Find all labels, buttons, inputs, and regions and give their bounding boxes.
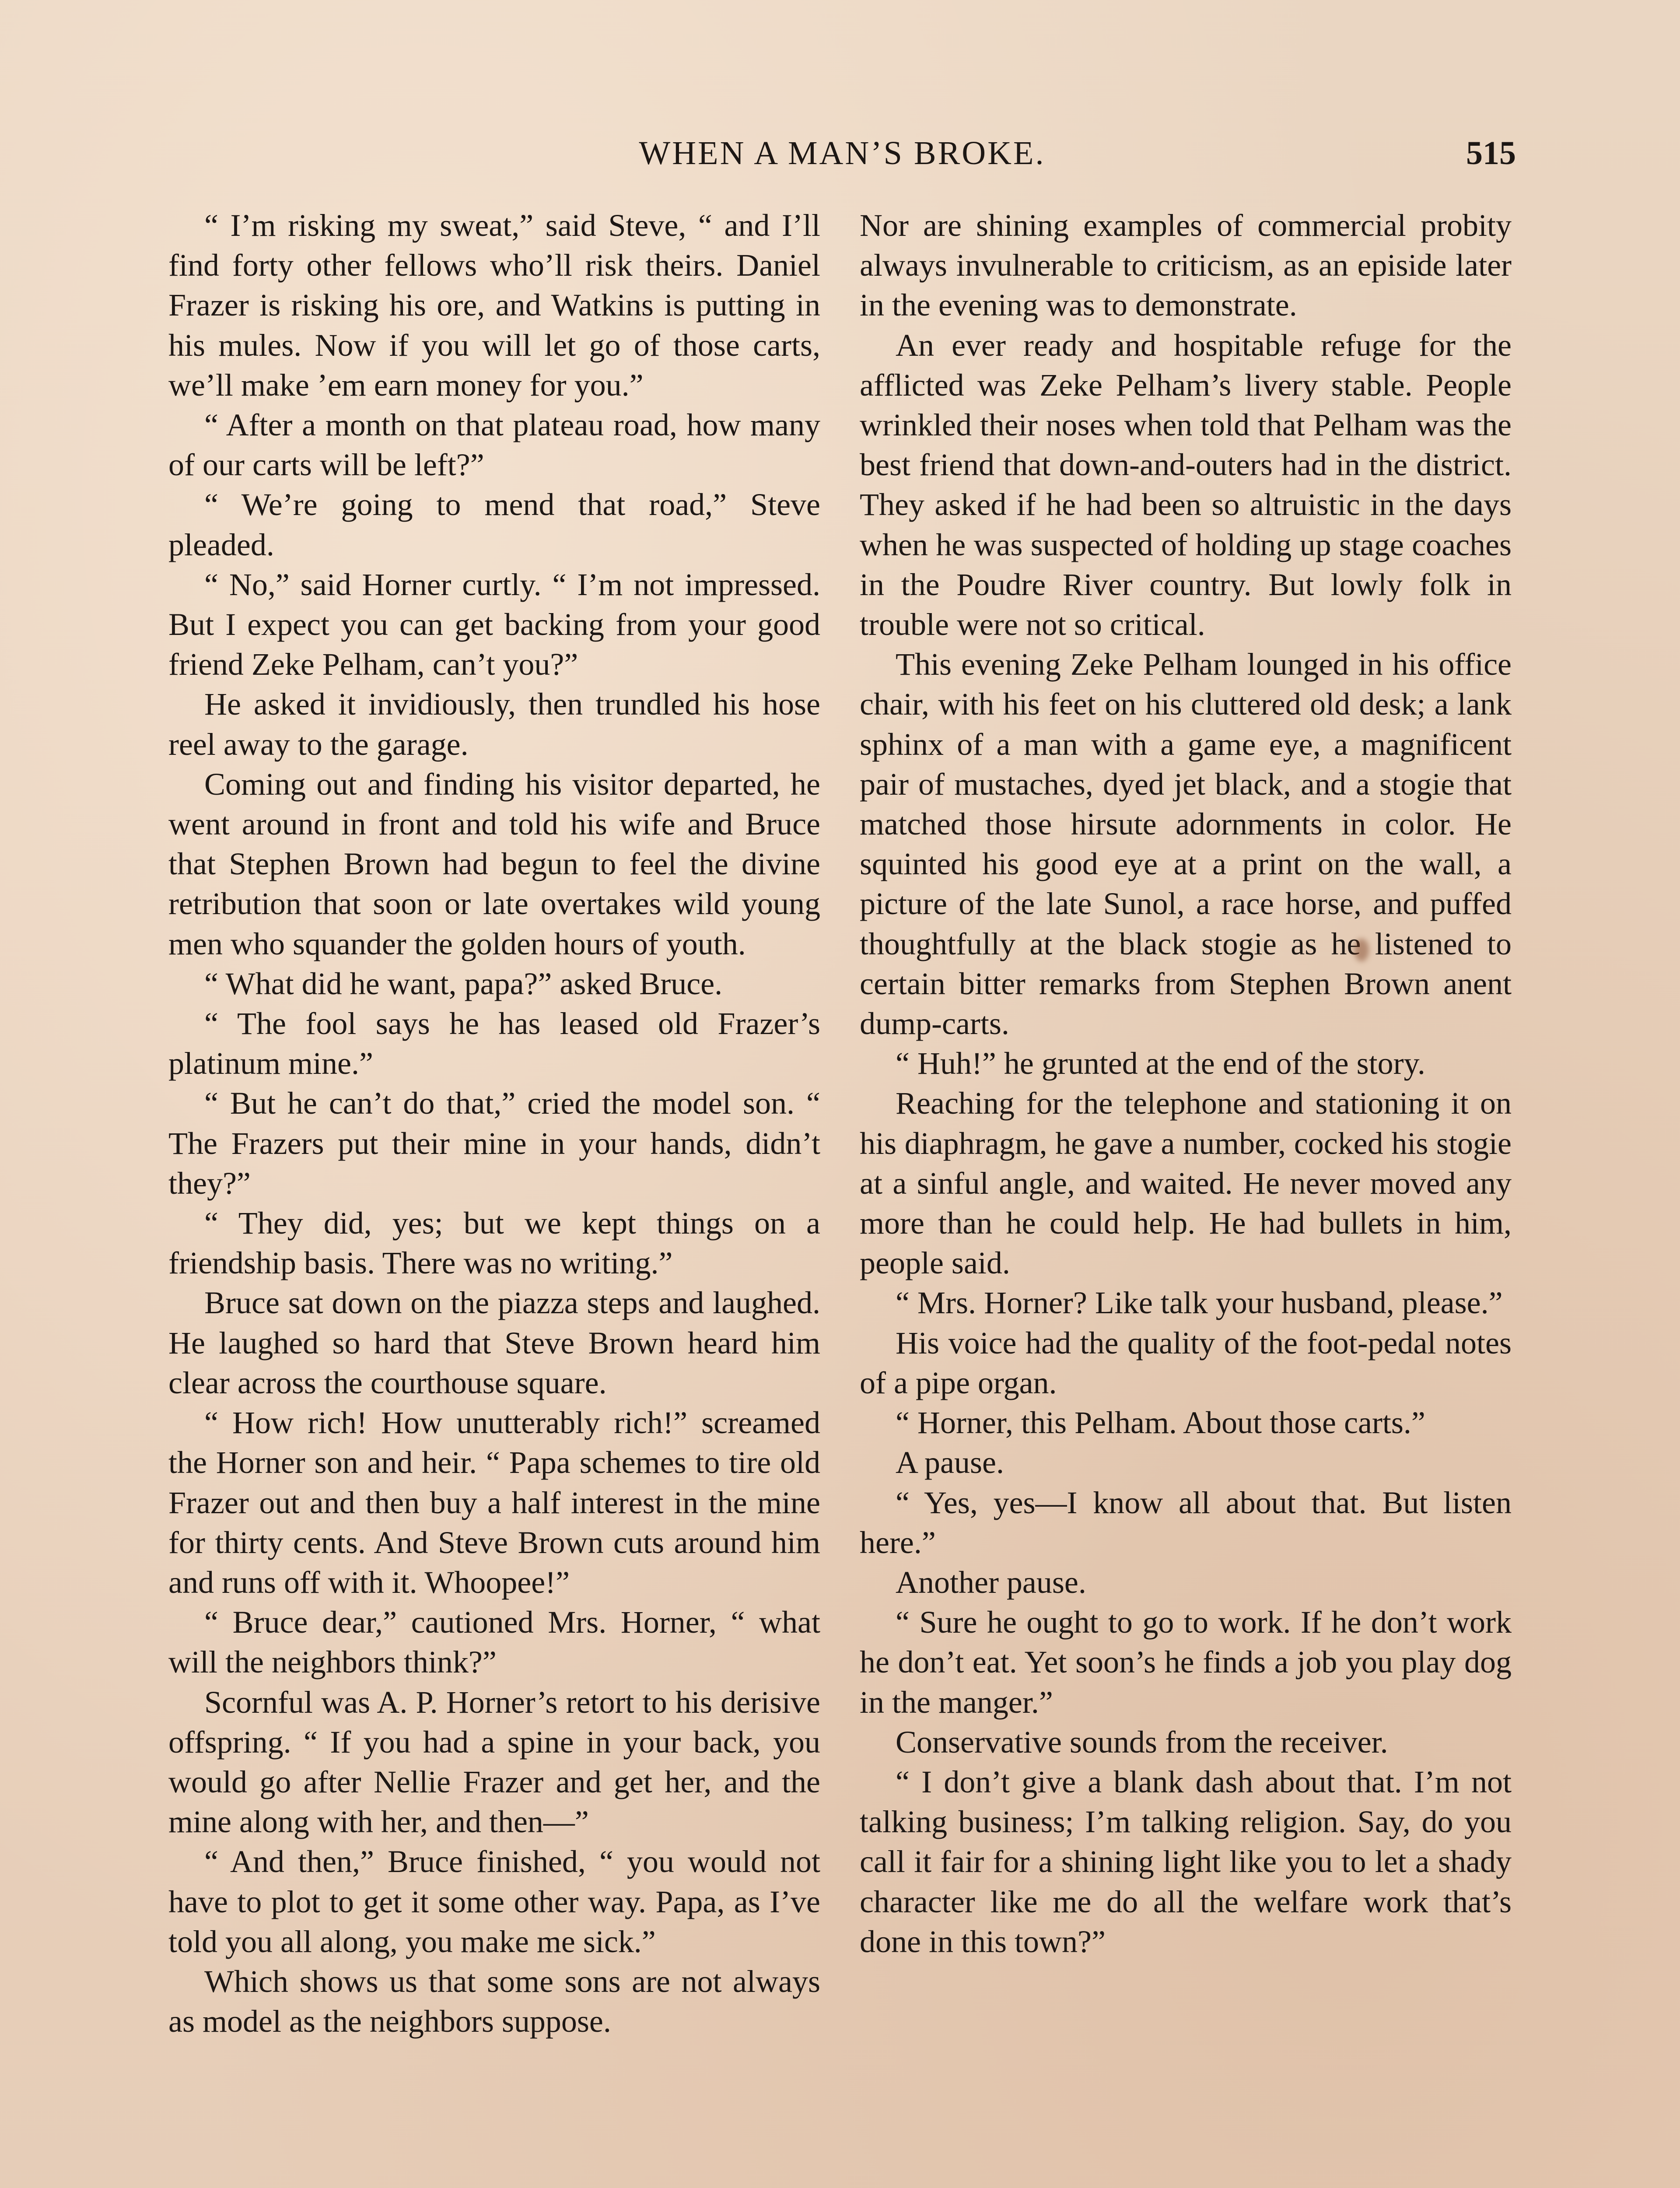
- paragraph: Another pause.: [896, 1564, 1086, 1600]
- paragraph: “ We’re going to mend that road,” Steve pleaded.: [168, 487, 820, 562]
- paragraph: A pause.: [896, 1445, 1004, 1480]
- paragraph: He asked it invidiously, then trundled his hose reel away to the garage.: [168, 687, 820, 762]
- paragraph: Which shows us that some sons are not always as model as the neighbors suppose.: [168, 1964, 820, 2039]
- page-header: [168, 127, 1516, 179]
- paragraph: “ Yes, yes—I know all about that. But listen here.”: [860, 1485, 1512, 1560]
- running-title: WHEN A MAN’S BROKE.: [639, 135, 1046, 172]
- paragraph: “ No,” said Horner curtly. “ I’m not impressed. But I expect you can get backing from your good friend Zeke Pelham, can’t you?”: [168, 567, 820, 682]
- paragraph: His voice had the quality of the foot-pedal notes of a pipe organ.: [860, 1325, 1512, 1400]
- paragraph: Bruce sat down on the piazza steps and laughed. He laughed so hard that Steve Brown heard him clear across the courthouse square.: [168, 1285, 820, 1400]
- paragraph: “ How rich! How unutterably rich!” screamed the Horner son and heir. “ Papa schemes to tire old Frazer out and then buy a half interest in the mine for thirty cents. And Steve Brown cuts around him and runs off with it. Whoopee!”: [168, 1405, 820, 1600]
- paragraph: “ The fool says he has leased old Frazer’s platinum mine.”: [168, 1006, 820, 1081]
- paragraph: Coming out and finding his visitor departed, he went around in front and told his wife and Bruce that Stephen Brown had begun to feel the divine retribution that soon or late overtakes wild young men who squander the golden hours of youth.: [168, 766, 820, 961]
- paragraph: This evening Zeke Pelham lounged in his office chair, with his feet on his cluttered old desk; a lank sphinx of a man with a game eye, a magnificent pair of mustaches, dyed jet black, and a stogie that matched those hirsute adornments in color. He squinted his good eye at a print on the wall, a picture of the late Sunol, a race horse, and puffed thoughtfully at the black stogie as he listened to certain bitter remarks from Stephen Brown anent dump-carts.: [860, 647, 1512, 1041]
- paragraph: Conservative sounds from the receiver.: [896, 1724, 1388, 1760]
- paragraph: “ Huh!” he grunted at the end of the story.: [896, 1046, 1425, 1081]
- paragraph: “ But he can’t do that,” cried the model son. “ The Frazers put their mine in your hands, didn’t they?”: [168, 1086, 820, 1201]
- paragraph: “ Mrs. Horner? Like talk your husband, please.”: [896, 1285, 1503, 1321]
- paragraph: “ Horner, this Pelham. About those carts.”: [896, 1405, 1425, 1441]
- paragraph: “ And then,” Bruce finished, “ you would not have to plot to get it some other way. Papa, as I’ve told you all along, you make me sick.”: [168, 1844, 820, 1959]
- paragraph: “ Sure he ought to go to work. If he don’t work he don’t eat. Yet soon’s he finds a job you play dog in the manger.”: [860, 1605, 1512, 1720]
- page-number: 515: [1466, 135, 1516, 172]
- paragraph: “ They did, yes; but we kept things on a friendship basis. There was no writing.”: [168, 1206, 820, 1281]
- paragraph: Nor are shining examples of commercial probity always invulnerable to criticism, as an episide later in the evening was to demonstrate.: [860, 208, 1512, 323]
- left-column: [168, 206, 820, 2041]
- paragraph: “ I don’t give a blank dash about that. I’m not talking business; I’m talking religion. Say, do you call it fair for a shining light like you to let a shady character like me do all the welfare work that’s done in this town?”: [860, 1764, 1512, 1959]
- paragraph: “ I’m risking my sweat,” said Steve, “ and I’ll find forty other fellows who’ll risk theirs. Daniel Frazer is risking his ore, and Watkins is putting in his mules. Now if you will let go of those carts, we’ll make ’em earn money for you.”: [168, 208, 820, 403]
- paragraph: An ever ready and hospitable refuge for the afflicted was Zeke Pelham’s livery stable. People wrinkled their noses when told that Pelham was the best friend that down-and-outers had in the district. They asked if he had been so altruistic in the days when he was suspected of holding up stage coaches in the Poudre River country. But lowly folk in trouble were not so critical.: [860, 327, 1512, 642]
- paragraph: “ After a month on that plateau road, how many of our carts will be left?”: [168, 407, 820, 483]
- right-column: [860, 206, 1512, 1962]
- paragraph: Reaching for the telephone and stationing it on his diaphragm, he gave a number, cocked his stogie at a sinful angle, and waited. He never moved any more than he could help. He had bullets in him, people said.: [860, 1086, 1512, 1281]
- paragraph: Scornful was A. P. Horner’s retort to his derisive offspring. “ If you had a spine in your back, you would go after Nellie Frazer and get her, and the mine along with her, and then—”: [168, 1684, 820, 1840]
- ink-stain: [1354, 939, 1369, 961]
- paragraph: “ What did he want, papa?” asked Bruce.: [204, 966, 723, 1001]
- paragraph: “ Bruce dear,” cautioned Mrs. Horner, “ what will the neighbors think?”: [168, 1605, 820, 1680]
